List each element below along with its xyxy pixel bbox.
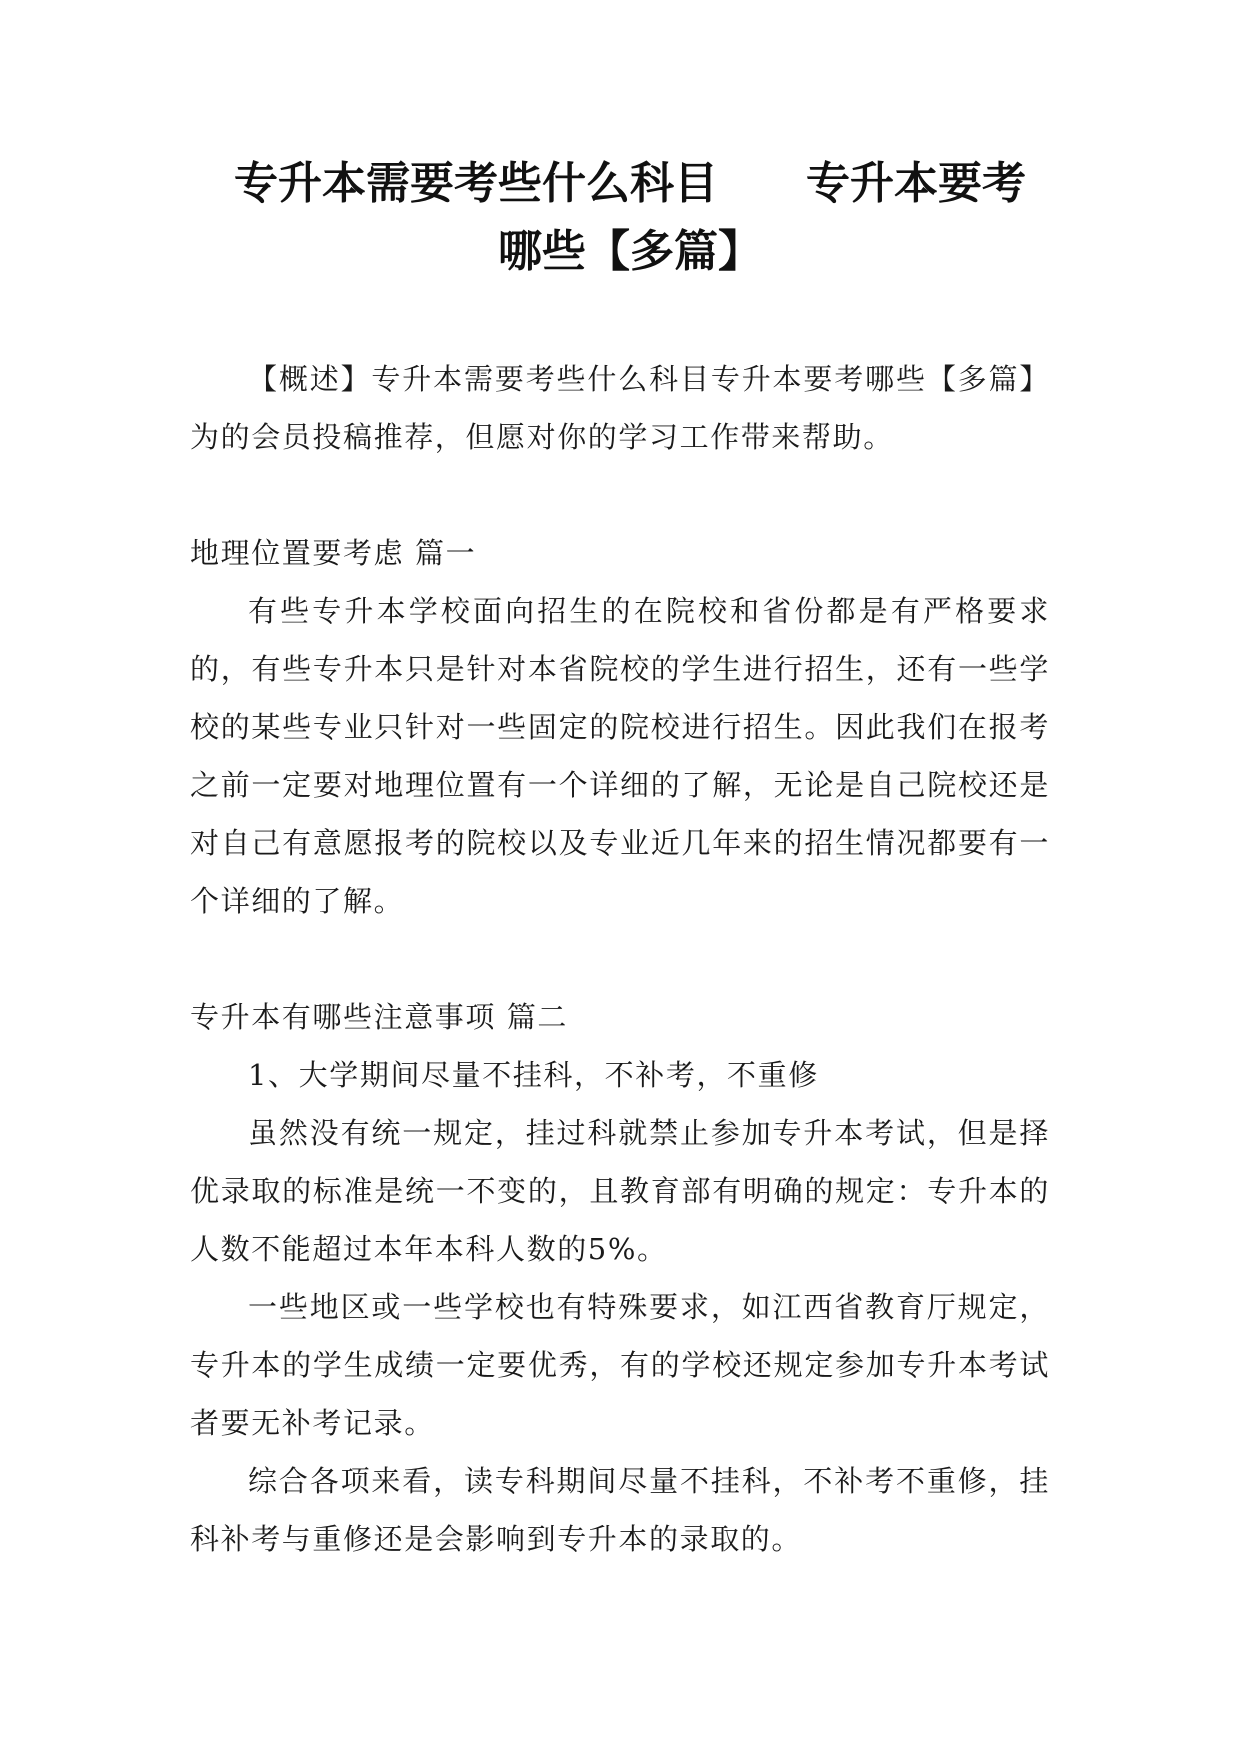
section-1-heading: 地理位置要考虑 篇一: [190, 536, 477, 570]
title-line-1: [190, 150, 1070, 218]
document-title: [190, 150, 1070, 286]
summary-paragraph: 【概述】专升本需要考些什么科目专升本要考哪些【多篇】为的会员投稿推荐，但愿对你的学习工作带来帮助。: [190, 362, 1050, 454]
section-2-paragraph-2: 一些地区或一些学校也有特殊要求，如江西省教育厅规定，专升本的学生成绩一定要优秀，有的学校还规定参加专升本考试者要无补考记录。: [190, 1290, 1050, 1440]
section-2-paragraph-3: 综合各项来看，读专科期间尽量不挂科，不补考不重修，挂科补考与重修还是会影响到专升本的录取的。: [190, 1464, 1050, 1556]
title-part-2: 专升本要考: [806, 158, 1026, 209]
spacer: [190, 930, 1050, 988]
title-line-2: 哪些【多篇】: [498, 226, 762, 277]
section-1-paragraph: 有些专升本学校面向招生的在院校和省份都是有严格要求的，有些专升本只是针对本省院校的学生进行招生，还有一些学校的某些专业只针对一些固定的院校进行招生。因此我们在报考之前一定要对地理位置有一个详细的了解，无论是自己院校还是对自己有意愿报考的院校以及专业近几年来的招生情况都要有一个详细的了解。: [190, 594, 1050, 918]
section-2-paragraph-1: 虽然没有统一规定，挂过科就禁止参加专升本考试，但是择优录取的标准是统一不变的，且教育部有明确的规定：专升本的人数不能超过本年本科人数的5%。: [190, 1116, 1050, 1266]
section-2-item-1: 1、大学期间尽量不挂科，不补考，不重修: [248, 1058, 819, 1092]
section-2-heading: 专升本有哪些注意事项 篇二: [190, 1000, 569, 1034]
title-part-1: 专升本需要考些什么科目: [234, 158, 718, 209]
spacer: [190, 466, 1050, 524]
document-body: [190, 350, 1050, 1568]
